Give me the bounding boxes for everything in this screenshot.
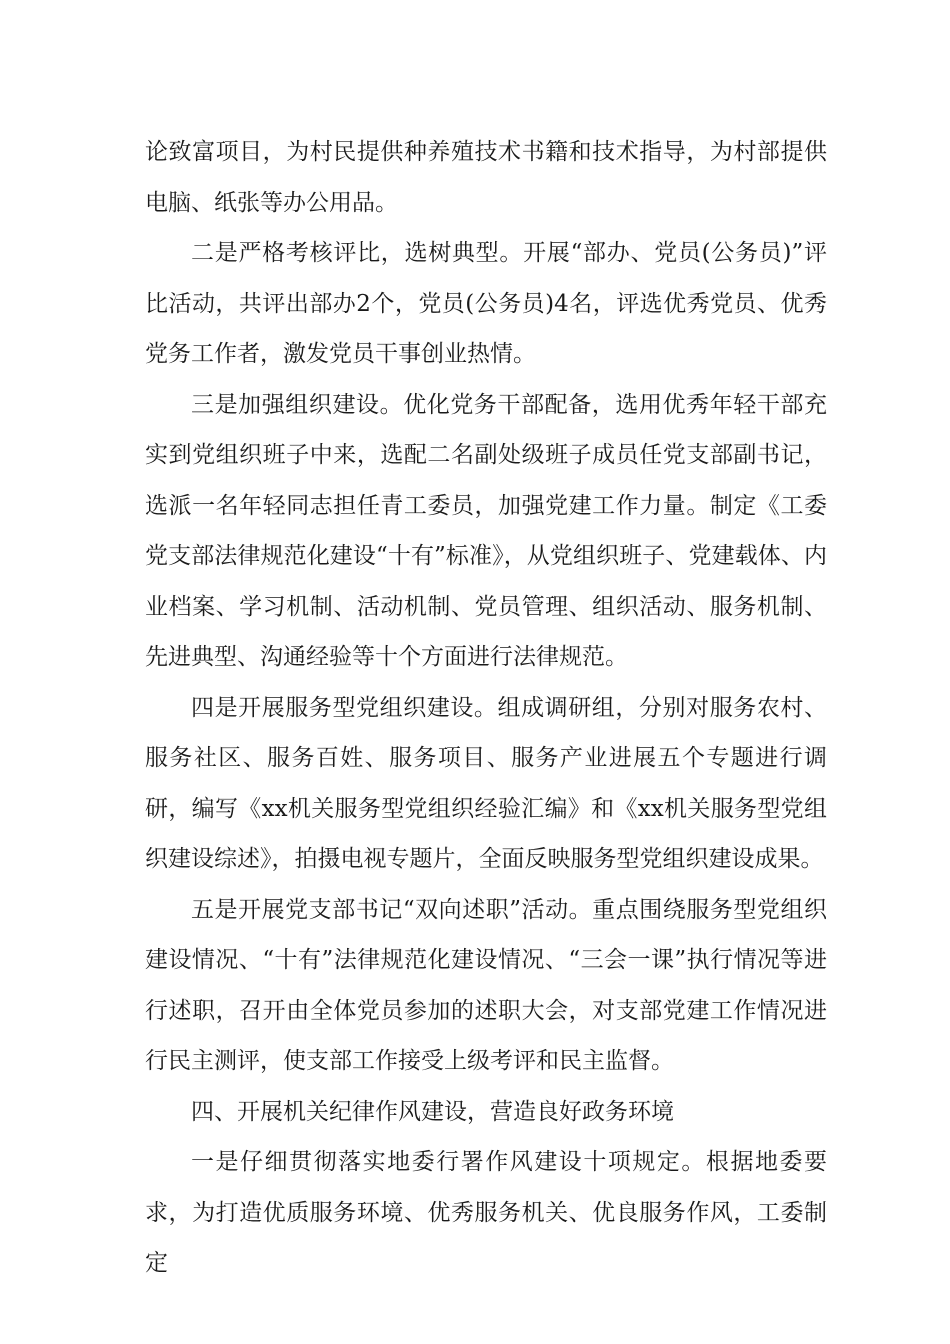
paragraph-evaluation: 二是严格考核评比，选树典型。开展“部办、党员(公务员)”评比活动，共评出部办2个，党员(公务员)4名，评选优秀党员、优秀党务工作者，激发党员干事创业热情。 — [145, 240, 827, 367]
section-heading-discipline: 四、开展机关纪律作风建设，营造良好政务环境 — [191, 1098, 674, 1125]
paragraph-dual-report: 五是开展党支部书记“双向述职”活动。重点围绕服务型党组织建设情况、“十有”法律规范化建设情况、“三会一课”执行情况等进行述职，召开由全体党员参加的述职大会，对支部党建工作情况进行民主测评，使支部工作接受上级考评和民主监督。 — [145, 896, 827, 1074]
paragraph-continuation: 论致富项目，为村民提供种养殖技术书籍和技术指导，为村部提供电脑、纸张等办公用品。 — [145, 139, 827, 216]
paragraph-service-party: 四是开展服务型党组织建设。组成调研组，分别对服务农村、服务社区、服务百姓、服务项目、服务产业进展五个专题进行调研，编写《xx机关服务型党组织经验汇编》和《xx机关服务型党组织建设综述》，拍摄电视专题片，全面反映服务型党组织建设成果。 — [145, 694, 827, 872]
paragraph-style-rules: 一是仔细贯彻落实地委行署作风建设十项规定。根据地委要求，为打造优质服务环境、优秀服务机关、优良服务作风，工委制定 — [145, 1149, 827, 1276]
body-text — [145, 127, 827, 1289]
paragraph-organization: 三是加强组织建设。优化党务干部配备，选用优秀年轻干部充实到党组织班子中来，选配二名副处级班子成员任党支部副书记，选派一名年轻同志担任青工委员，加强党建工作力量。制定《工委党支部法律规范化建设“十有”标准》，从党组织班子、党建载体、内业档案、学习机制、活动机制、党员管理、组织活动、服务机制、先进典型、沟通经验等十个方面进行法律规范。 — [145, 391, 827, 670]
